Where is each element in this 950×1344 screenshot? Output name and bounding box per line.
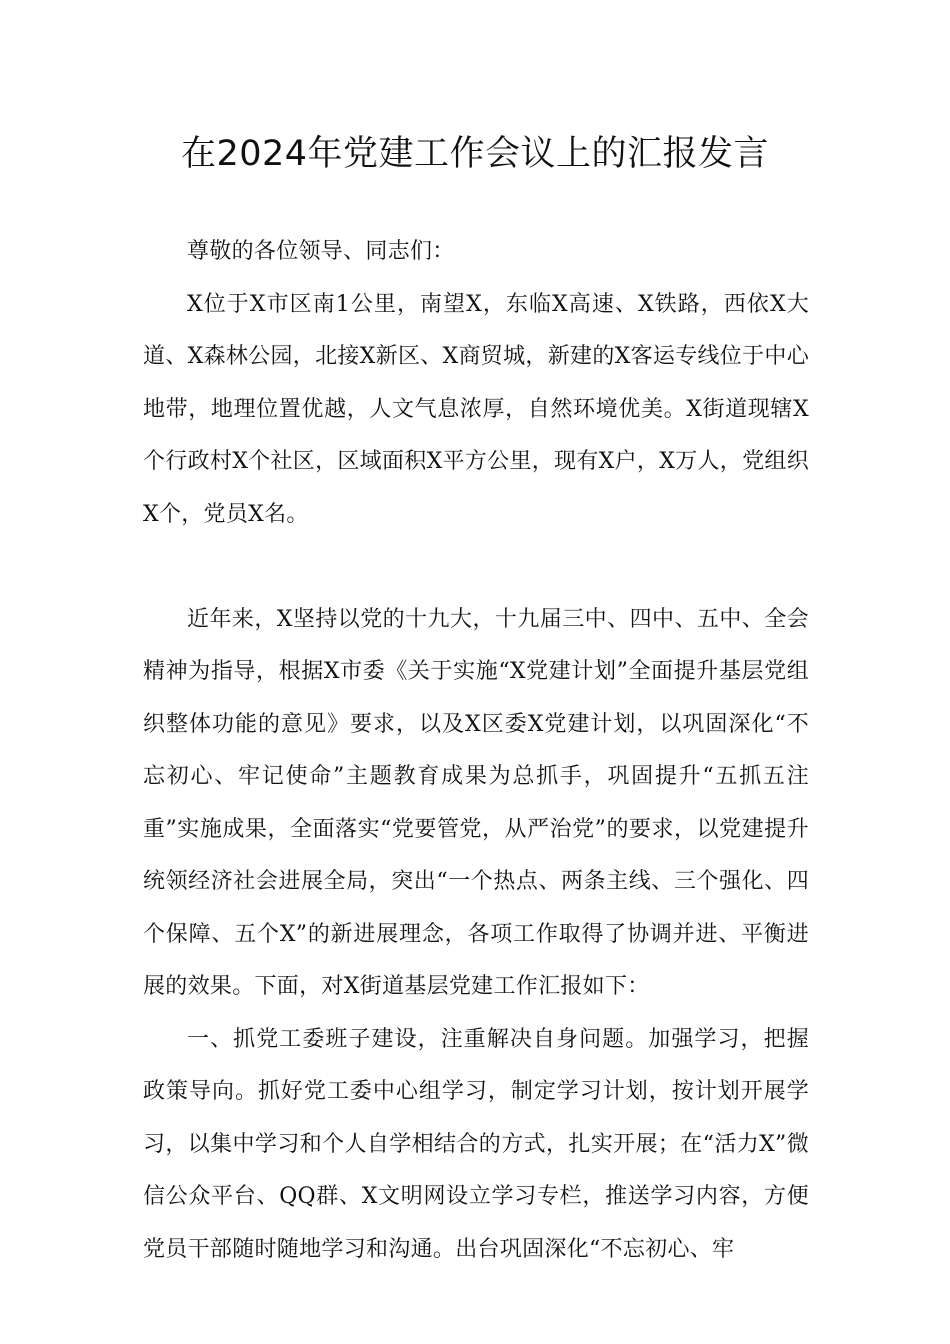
overview-paragraph: 近年来，X坚持以党的十九大，十九届三中、四中、五中、全会精神为指导，根据X市委《关于实施“X党建计划”全面提升基层党组织整体功能的意见》要求，以及X区委X党建计划，以巩固深化“不忘初心、牢记使命”主题教育成果为总抓手，巩固提升“五抓五注重”实施成果，全面落实“党要管党，从严治党”的要求，以党建提升统领经济社会进展全局，突出“一个热点、两条主线、三个强化、四个保障、五个X”的新进展理念，各项工作取得了协调并进、平衡进展的效果。下面，对X街道基层党建工作汇报如下： [143,606,809,999]
salutation-paragraph: 尊敬的各位领导、同志们： [187,239,455,264]
section-one-paragraph: 一、抓党工委班子建设，注重解决自身问题。加强学习，把握政策导向。抓好党工委中心组学习，制定学习计划，按计划开展学习，以集中学习和个人自学相结合的方式，扎实开展；在“活力X”微信公众平台、QQ群、X文明网设立学习专栏，推送学习内容，方便党员干部随时随地学习和沟通。出台巩固深化“不忘初心、牢 [143,1026,809,1262]
paragraph-spacer [143,541,809,594]
location-paragraph: X位于X市区南1公里，南望X，东临X高速、X铁路，西依X大道、X森林公园，北接X新区、X商贸城，新建的X客运专线位于中心地带，地理位置优越，人文气息浓厚，自然环境优美。X街道现辖X个行政村X个社区，区域面积X平方公里，现有X户，X万人，党组织X个，党员X名。 [143,291,809,527]
document-body [143,226,809,1276]
document-title: 在2024年党建工作会议上的汇报发言 [180,134,770,174]
